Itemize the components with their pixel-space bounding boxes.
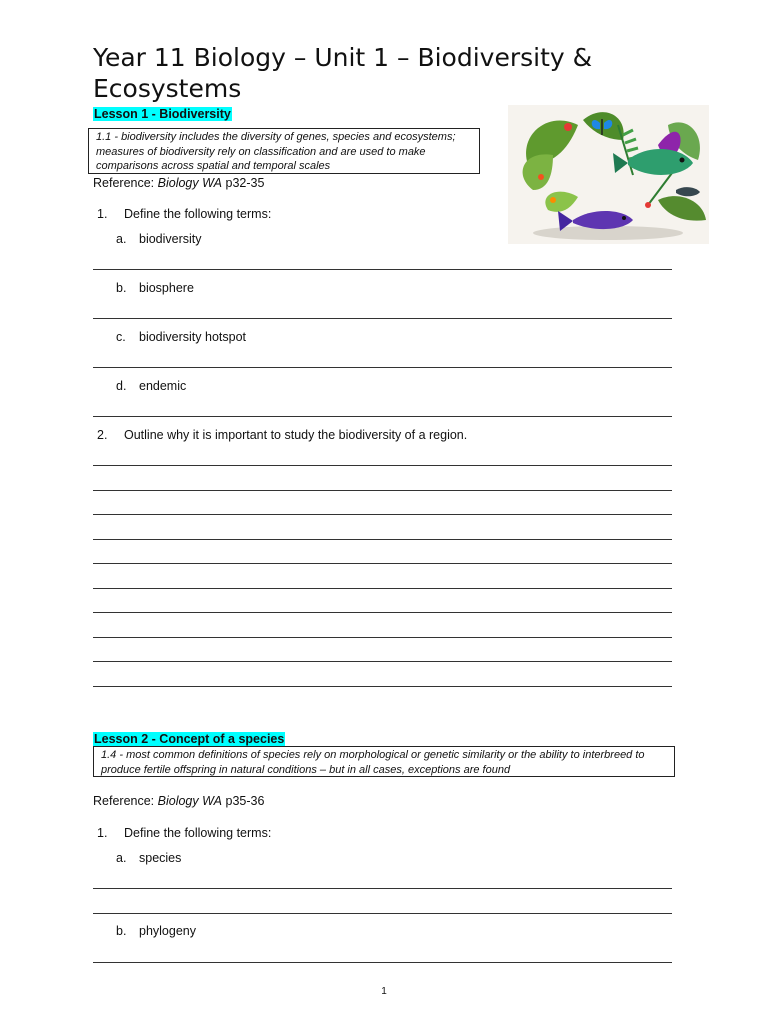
answer-line[interactable] (93, 563, 672, 564)
lesson1-term-a (116, 231, 202, 247)
lesson1-reference (93, 175, 264, 191)
lesson1-outcome-text: 1.1 - biodiversity includes the diversity of genes, species and ecosystems; measures of biodiversity rely on classification and are used to make comparisons across spatial and temporal scales (96, 131, 456, 172)
answer-line[interactable] (93, 318, 672, 319)
answer-line[interactable] (93, 465, 672, 466)
term-text: endemic (139, 379, 187, 393)
lesson1-outcome-box (88, 128, 480, 174)
biodiversity-illustration (508, 105, 709, 244)
reference-pages: p35-36 (222, 794, 265, 808)
reference-book: Biology WA (157, 176, 223, 190)
lesson1-question-1 (97, 206, 271, 222)
answer-line[interactable] (93, 661, 672, 662)
question-text: Define the following terms: (124, 826, 272, 840)
reference-book: Biology WA (157, 794, 223, 808)
term-letter: b. (116, 924, 127, 938)
term-text: biodiversity (139, 232, 202, 246)
lesson2-outcome-box (93, 746, 675, 777)
page-number: 1 (381, 986, 387, 997)
reference-prefix: Reference: (93, 794, 158, 808)
lesson1-term-c (116, 329, 246, 345)
term-letter: c. (116, 330, 126, 344)
answer-line[interactable] (93, 514, 672, 515)
term-text: species (139, 851, 182, 865)
answer-line[interactable] (93, 888, 672, 889)
question-text: Define the following terms: (124, 207, 272, 221)
lesson1-question-2 (97, 427, 467, 443)
answer-line[interactable] (93, 637, 672, 638)
lesson2-question-1 (97, 825, 271, 841)
question-number: 2. (97, 428, 108, 442)
answer-line[interactable] (93, 367, 672, 368)
answer-line[interactable] (93, 416, 672, 417)
answer-line[interactable] (93, 539, 672, 540)
reference-pages: p32-35 (222, 176, 265, 190)
question-number: 1. (97, 826, 108, 840)
lesson1-term-b (116, 280, 194, 296)
page-title: Year 11 Biology – Unit 1 – Biodiversity & Ecosystems (93, 43, 593, 103)
term-letter: a. (116, 851, 127, 865)
answer-line[interactable] (93, 612, 672, 613)
answer-line[interactable] (93, 913, 672, 914)
term-letter: a. (116, 232, 127, 246)
term-text: biodiversity hotspot (139, 330, 247, 344)
answer-line[interactable] (93, 686, 672, 687)
lesson1-term-d (116, 378, 186, 394)
answer-line[interactable] (93, 269, 672, 270)
term-letter: d. (116, 379, 127, 393)
answer-line[interactable] (93, 588, 672, 589)
term-text: phylogeny (139, 924, 196, 938)
reference-prefix: Reference: (93, 176, 158, 190)
lesson2-outcome-text: 1.4 - most common definitions of species rely on morphological or genetic similarity or the ability to interbreed to produce fertile offspring in natural conditions – but in all cases, exceptions are found (101, 749, 645, 776)
question-text: Outline why it is important to study the biodiversity of a region. (124, 428, 468, 442)
answer-line[interactable] (93, 490, 672, 491)
lesson2-heading-text: Lesson 2 - Concept of a species (94, 732, 285, 746)
term-text: biosphere (139, 281, 194, 295)
lesson1-heading (93, 105, 232, 123)
lesson2-term-a (116, 850, 181, 866)
lesson2-term-b (116, 923, 196, 939)
lesson1-heading-text: Lesson 1 - Biodiversity (94, 107, 231, 121)
question-number: 1. (97, 207, 108, 221)
lesson2-reference (93, 793, 264, 809)
term-letter: b. (116, 281, 127, 295)
answer-line[interactable] (93, 962, 672, 963)
